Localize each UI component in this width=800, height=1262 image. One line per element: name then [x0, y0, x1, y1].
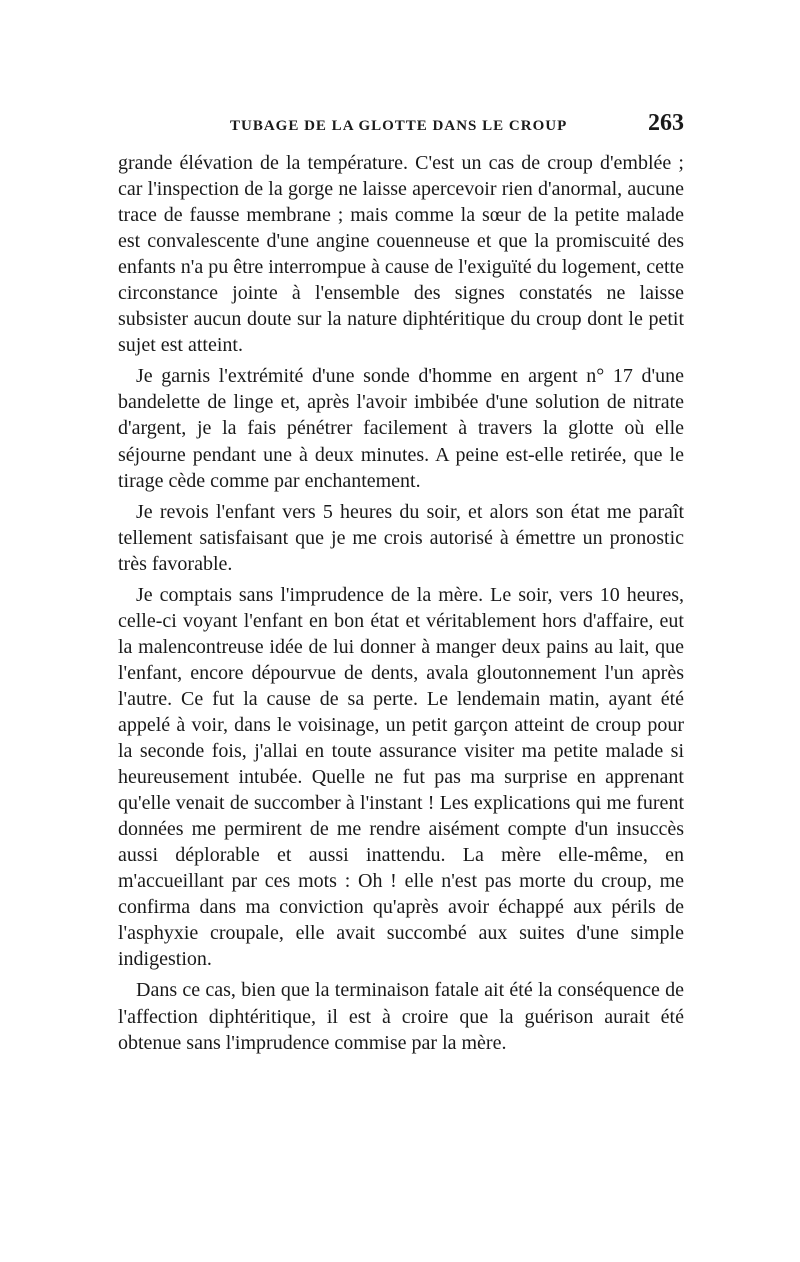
page-number: 263	[648, 110, 684, 136]
paragraph-1: grande élévation de la température. C'est un cas de croup d'emblée ; car l'inspection de la gorge ne laisse apercevoir rien d'anormal, aucune trace de fausse membrane ; mais comme la sœur de la petite malade est convalescente d'une angine couenneuse et que la promiscuité des enfants n'a pu être interrompue à cause de l'exiguïté du logement, cette circonstance jointe à l'ensemble des signes constatés ne laisse subsister aucun doute sur la nature diphtéritique du croup dont le petit sujet est atteint.	[118, 152, 684, 357]
running-header	[118, 108, 684, 148]
running-title: TUBAGE DE LA GLOTTE DANS LE CROUP	[230, 118, 568, 134]
paragraph-4: Je comptais sans l'imprudence de la mère. Le soir, vers 10 heures, celle-ci voyant l'enfant en bon état et véritablement hors d'affaire, eut la malencontreuse idée de lui donner à manger deux pains au lait, que l'enfant, encore dépourvue de dents, avala gloutonnement l'un après l'autre. Ce fut la cause de sa perte. Le lendemain matin, ayant été appelé à voir, dans le voisinage, un petit garçon atteint de croup pour la seconde fois, j'allai en toute assurance visiter ma petite malade si heureusement intubée. Quelle ne fut pas ma surprise en apprenant qu'elle venait de succomber à l'instant ! Les explications qui me furent données me permirent de me rendre aisément compte d'un insuccès aussi déplorable et aussi inattendu. La mère elle-même, en m'accueillant par ces mots : Oh ! elle n'est pas morte du croup, me confirma dans ma conviction qu'après avoir échappé aux périls de l'asphyxie croupale, elle avait succombé aux suites d'une simple indigestion.	[118, 583, 684, 971]
body-text	[118, 150, 684, 1056]
paragraph-5: Dans ce cas, bien que la terminaison fatale ait été la conséquence de l'affection diphtéritique, il est à croire que la guérison aurait été obtenue sans l'imprudence commise par la mère.	[118, 979, 684, 1054]
book-page	[118, 108, 684, 1056]
paragraph-3: Je revois l'enfant vers 5 heures du soir, et alors son état me paraît tellement satisfaisant que je me crois autorisé à émettre un pronostic très favorable.	[118, 500, 684, 575]
paragraph-2: Je garnis l'extrémité d'une sonde d'homme en argent n° 17 d'une bandelette de linge et, après l'avoir imbibée d'une solution de nitrate d'argent, je la fais pénétrer facilement à travers la glotte où elle séjourne pendant une à deux minutes. A peine est-elle retirée, que le tirage cède comme par enchantement.	[118, 365, 684, 492]
